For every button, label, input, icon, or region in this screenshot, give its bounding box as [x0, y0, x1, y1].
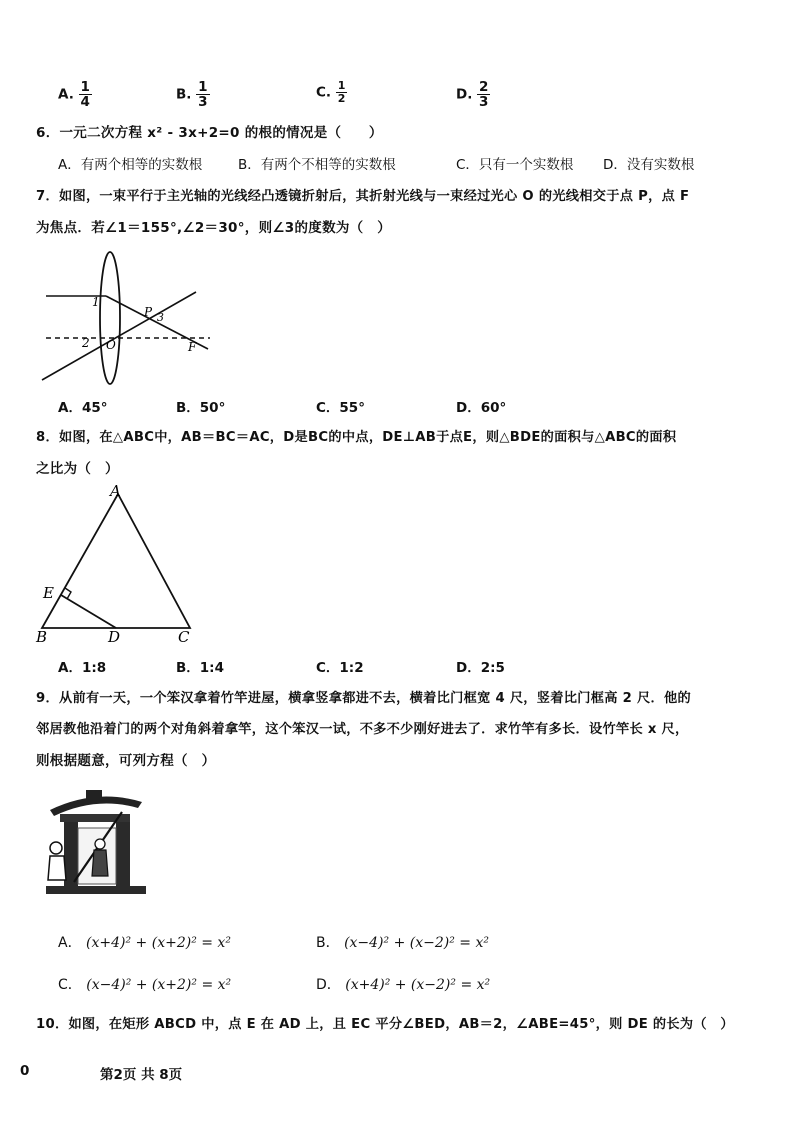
- man-head: [50, 842, 62, 854]
- point-f-label: F: [188, 340, 197, 354]
- numerator: 1: [198, 79, 208, 95]
- neighbor-body: [92, 850, 108, 876]
- denominator: 3: [479, 94, 489, 110]
- q8-stem-line1: 8．如图，在△ABC中，AB＝BC＝AC，D是BC的中点，DE⊥AB于点E，则△BDE的面积与△ABC的面积: [36, 430, 677, 445]
- q9-option-a: [58, 932, 231, 952]
- q9-stem-line1: 9．从前有一天，一个笨汉拿着竹竿进屋，横拿竖拿都进不去，横着比门框宽 4 尺，竖着比门框高 2 尺．他的: [36, 691, 691, 706]
- angle-3-label: 3: [157, 311, 164, 324]
- fraction: [196, 80, 209, 109]
- q8-option-b: B．1:4: [176, 660, 224, 676]
- q7-option-a: A．45°: [58, 400, 108, 416]
- option-equation: (x−4)² + (x+2)² = x²: [86, 977, 232, 993]
- fraction: [477, 80, 490, 109]
- option-letter: A．: [58, 935, 82, 951]
- q8-triangle-figure: [30, 480, 210, 650]
- point-d-label: D: [108, 628, 121, 646]
- angle-1-label: 1: [92, 295, 100, 309]
- q9-bamboo-gate-illustration: [46, 788, 146, 900]
- option-letter: B.: [176, 86, 192, 103]
- q6-stem: 6．一元二次方程 x² - 3x+2=0 的根的情况是（ ）: [36, 125, 383, 141]
- q6-option-c: C．只有一个实数根: [456, 157, 574, 173]
- q9-stem-line3: 则根据题意，可列方程（ ）: [36, 753, 216, 769]
- roof-ornament: [86, 790, 102, 800]
- option-equation: (x+4)² + (x+2)² = x²: [86, 935, 231, 951]
- option-letter: C．: [58, 977, 82, 993]
- numerator: 1: [337, 79, 346, 92]
- ground: [46, 886, 146, 894]
- q7-option-d: D．60°: [456, 400, 507, 416]
- point-p-label: P: [144, 305, 153, 319]
- denominator: 4: [80, 94, 90, 110]
- q6-option-d: D．没有实数根: [603, 157, 695, 173]
- q5-option-b: [176, 80, 210, 109]
- q7-lens-figure: [38, 248, 218, 388]
- man-body: [48, 856, 66, 880]
- numerator: 2: [479, 79, 489, 95]
- neighbor-head: [95, 839, 105, 849]
- triangle-abc: [42, 494, 190, 628]
- convex-lens: [100, 252, 120, 384]
- option-letter: A.: [58, 86, 74, 103]
- denominator: 3: [198, 94, 208, 110]
- q8-option-a: A．1:8: [58, 660, 107, 676]
- option-letter: D．: [316, 977, 341, 993]
- q5-option-d: [456, 80, 490, 109]
- option-letter: B．: [316, 935, 340, 951]
- q9-option-d: [316, 974, 490, 994]
- fraction: [79, 80, 92, 109]
- numerator: 1: [80, 79, 90, 95]
- denominator: 2: [337, 92, 346, 105]
- q8-option-d: D．2:5: [456, 660, 505, 676]
- q6-option-b: B．有两个不相等的实数根: [238, 157, 396, 173]
- vertex-c-label: C: [178, 628, 190, 646]
- option-letter: D.: [456, 86, 473, 103]
- q5-option-c: [316, 80, 347, 105]
- q7-option-c: C．55°: [316, 400, 365, 416]
- q7-option-b: B．50°: [176, 400, 226, 416]
- angle-2-label: 2: [82, 336, 90, 350]
- point-o-label: O: [106, 338, 116, 352]
- q7-stem-line1: 7．如图，一束平行于主光轴的光线经凸透镜折射后，其折射光线与一束经过光心 O 的光线相交于点 P，点 F: [36, 189, 690, 204]
- q9-option-c: [58, 974, 231, 994]
- right-pillar: [116, 822, 130, 886]
- option-letter: C.: [316, 84, 332, 101]
- q8-option-c: C．1:2: [316, 660, 364, 676]
- footer-mark: 0: [20, 1063, 30, 1079]
- q9-option-b: [316, 932, 489, 952]
- point-e-label: E: [43, 584, 54, 602]
- q8-stem-line2: 之比为（ ）: [36, 461, 119, 477]
- fraction: [336, 80, 348, 105]
- q6-option-a: A．有两个相等的实数根: [58, 157, 203, 173]
- q10-stem: 10．如图，在矩形 ABCD 中，点 E 在 AD 上，且 EC 平分∠BED，AB＝2，∠ABE=45°，则 DE 的长为（ ）: [36, 1017, 734, 1032]
- segment-de: [61, 595, 116, 628]
- q7-stem-line2: 为焦点．若∠1＝155°,∠2＝30°，则∠3的度数为（ ）: [36, 220, 392, 236]
- vertex-b-label: B: [36, 628, 48, 646]
- option-equation: (x−4)² + (x−2)² = x²: [344, 935, 489, 951]
- q9-stem-line2: 邻居教他沿着门的两个对角斜着拿竿，这个笨汉一试，不多不少刚好进去了．求竹竿有多长．设竹竿长 x 尺，: [36, 722, 689, 737]
- q5-option-a: [58, 80, 92, 109]
- footer-page-info: 第2页 共 8页: [100, 1067, 183, 1083]
- vertex-a-label: A: [110, 482, 121, 500]
- option-equation: (x+4)² + (x−2)² = x²: [345, 977, 491, 993]
